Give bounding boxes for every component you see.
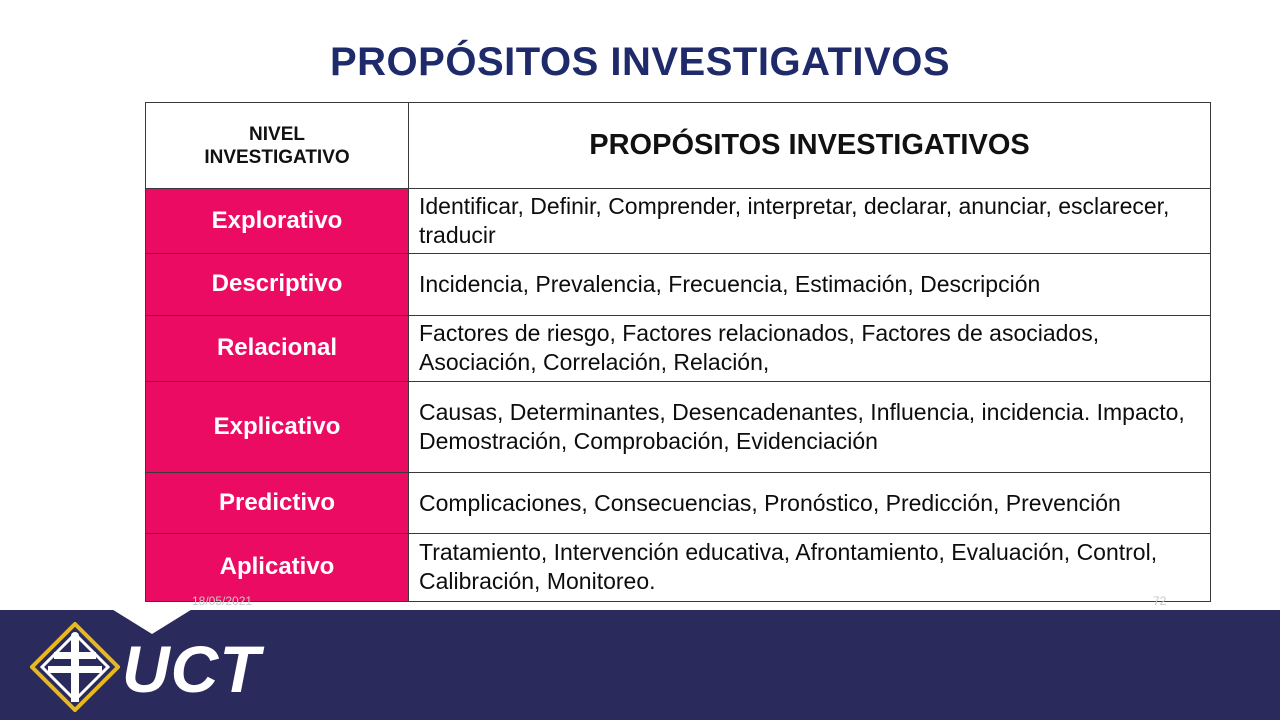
header-level xyxy=(146,103,409,189)
level-cell: Explorativo xyxy=(146,189,409,253)
purpose-cell: Tratamiento, Intervención educativa, Afrontamiento, Evaluación, Control, Calibración, Monitoreo. xyxy=(409,533,1211,601)
level-cell: Aplicativo xyxy=(146,533,409,601)
table-row xyxy=(146,473,1211,533)
level-cell: Relacional xyxy=(146,315,409,381)
table-row xyxy=(146,253,1211,315)
table-header-row xyxy=(146,103,1211,189)
level-cell: Predictivo xyxy=(146,473,409,533)
logo-text: UCT xyxy=(122,632,261,706)
footer-notch xyxy=(110,608,194,634)
purpose-cell: Causas, Determinantes, Desencadenantes, Influencia, incidencia. Impacto, Demostración, Comprobación, Evidenciación xyxy=(409,382,1211,473)
level-cell: Descriptivo xyxy=(146,253,409,315)
page-title: PROPÓSITOS INVESTIGATIVOS xyxy=(329,40,951,84)
table-row xyxy=(146,382,1211,473)
cross-emblem-icon xyxy=(30,622,120,712)
level-cell: Explicativo xyxy=(146,382,409,473)
header-purpose: PROPÓSITOS INVESTIGATIVOS xyxy=(409,103,1211,189)
levels-table-frame xyxy=(145,102,1211,602)
header-level-label: NIVEL INVESTIGATIVO xyxy=(204,123,350,168)
purpose-cell: Factores de riesgo, Factores relacionados, Factores de asociados, Asociación, Correlación, Relación, xyxy=(409,315,1211,381)
page-number: 72 xyxy=(1153,594,1167,608)
purpose-cell: Incidencia, Prevalencia, Frecuencia, Estimación, Descripción xyxy=(409,253,1211,315)
table-row xyxy=(146,315,1211,381)
levels-table xyxy=(145,102,1211,602)
purpose-cell: Complicaciones, Consecuencias, Pronóstico, Predicción, Prevención xyxy=(409,473,1211,533)
purpose-cell: Identificar, Definir, Comprender, interpretar, declarar, anunciar, esclarecer, traducir xyxy=(409,189,1211,253)
table-row xyxy=(146,189,1211,253)
table-row xyxy=(146,533,1211,601)
slide-date: 18/05/2021 xyxy=(192,594,253,608)
